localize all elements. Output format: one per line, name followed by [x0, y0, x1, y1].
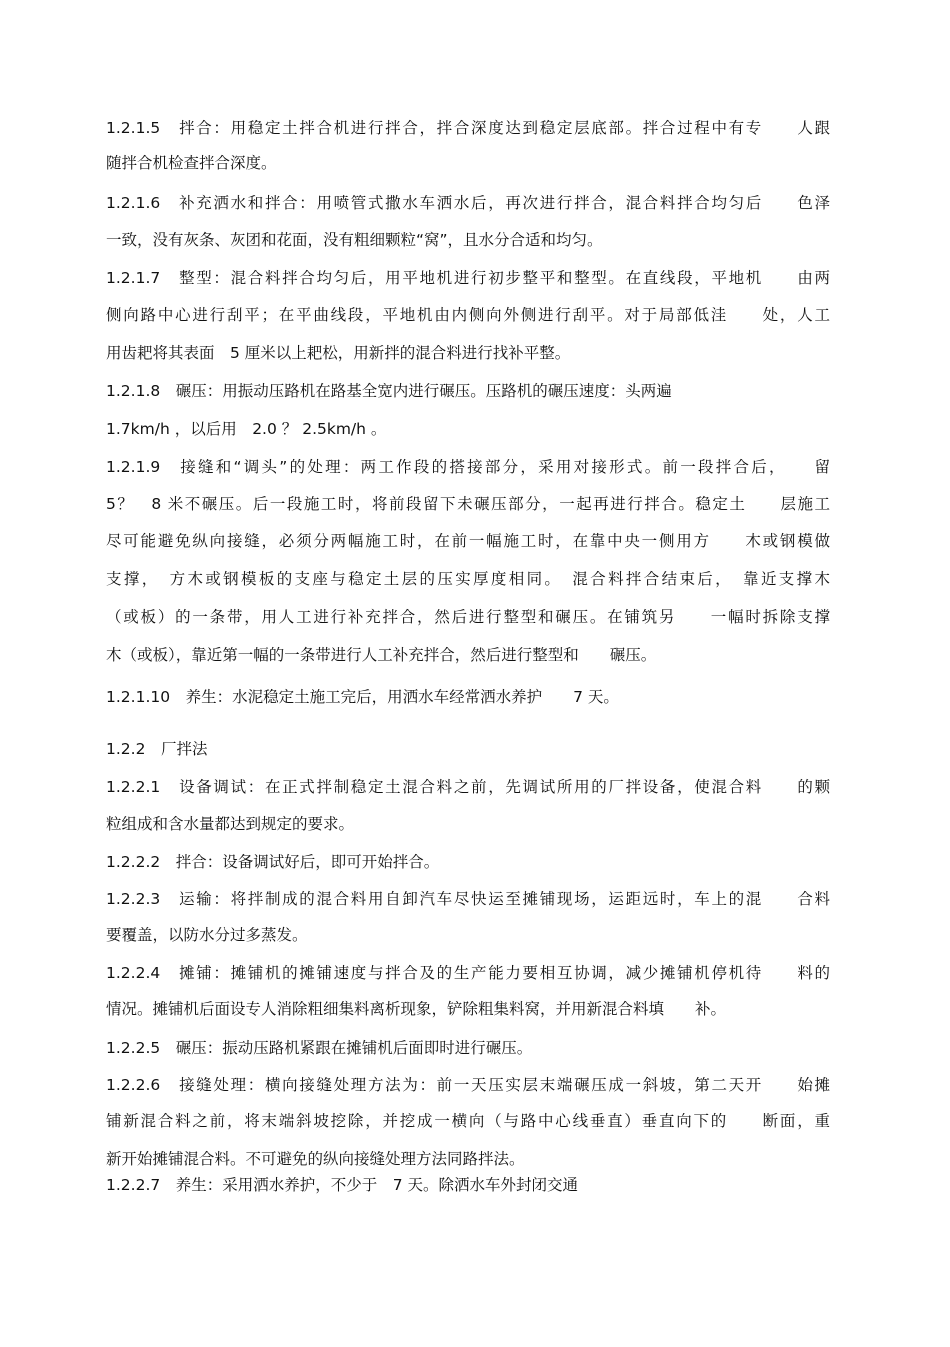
para-1219-line-2: 5？ 8 米不碾压。后一段施工时，将前段留下未碾压部分，一起再进行拌合。稳定土 层施工 — [106, 495, 830, 513]
para-1222-line-1: 1.2.2.2 拌合：设备调试好后，即可开始拌合。 — [106, 853, 440, 871]
para-1219-line-1: 1.2.1.9 接缝和“调头”的处理：两工作段的搭接部分，采用对接形式。前一段拌合后， 留 — [106, 458, 830, 476]
para-1215-line-1: 1.2.1.5 拌合：用稳定土拌合机进行拌合，拌合深度达到稳定层底部。拌合过程中有专 人跟 — [106, 119, 830, 137]
para-1224-line-2: 情况。摊铺机后面设专人消除粗细集料离析现象，铲除粗集料窝，并用新混合料填 补。 — [106, 1000, 727, 1018]
para-1219-line-5: （或板）的一条带，用人工进行补充拌合，然后进行整型和碾压。在铺筑另 一幅时拆除支撑 — [106, 608, 830, 626]
para-1223-line-2: 要覆盖，以防水分过多蒸发。 — [106, 926, 308, 944]
para-1226-line-2: 铺新混合料之前，将末端斜坡挖除，并挖成一横向（与路中心线垂直）垂直向下的 断面，重 — [106, 1112, 830, 1130]
para-1219-line-3: 尽可能避免纵向接缝，必须分两幅施工时，在前一幅施工时，在靠中央一侧用方 木或钢模做 — [106, 532, 830, 550]
para-1217-line-1: 1.2.1.7 整型：混合料拌合均匀后，用平地机进行初步整平和整型。在直线段，平地机 由两 — [106, 269, 830, 287]
para-1219-line-6: 木（或板），靠近第一幅的一条带进行人工补充拌合，然后进行整型和 碾压。 — [106, 646, 657, 664]
para-1223-line-1: 1.2.2.3 运输：将拌制成的混合料用自卸汽车尽快运至摊铺现场，运距远时，车上的混 合料 — [106, 890, 830, 908]
para-1226-line-3: 新开始摊铺混合料。不可避免的纵向接缝处理方法同路拌法。 — [106, 1150, 525, 1168]
para-12110-line-1: 1.2.1.10 养生：水泥稳定土施工完后，用洒水车经常洒水养护 7 天。 — [106, 688, 619, 706]
para-1217-line-3: 用齿耙将其表面 5 厘米以上耙松，用新拌的混合料进行找补平整。 — [106, 344, 571, 362]
para-1215-line-2: 随拌合机检查拌合深度。 — [106, 154, 277, 172]
para-1221-line-1: 1.2.2.1 设备调试：在正式拌制稳定土混合料之前，先调试所用的厂拌设备，使混合料 的颗 — [106, 778, 830, 796]
para-1227-line-1: 1.2.2.7 养生：采用洒水养护，不少于 7 天。除洒水车外封闭交通 — [106, 1176, 579, 1194]
para-1216-line-1: 1.2.1.6 补充洒水和拌合：用喷管式撒水车洒水后，再次进行拌合，混合料拌合均匀后 色泽 — [106, 194, 830, 212]
para-1219-line-4: 支撑， 方木或钢模板的支座与稳定土层的压实厚度相同。 混合料拌合结束后， 靠近支撑木 — [106, 570, 830, 588]
para-1218-line-2: 1.7km/h ，以后用 2.0 ？ 2.5km/h 。 — [106, 420, 387, 438]
para-1224-line-1: 1.2.2.4 摊铺：摊铺机的摊铺速度与拌合及的生产能力要相互协调，减少摊铺机停机待 料的 — [106, 964, 830, 982]
para-1218-line-1: 1.2.1.8 碾压：用振动压路机在路基全宽内进行碾压。压路机的碾压速度：头两遍 — [106, 382, 672, 400]
para-1225-line-1: 1.2.2.5 碾压：振动压路机紧跟在摊铺机后面即时进行碾压。 — [106, 1039, 533, 1057]
para-1226-line-1: 1.2.2.6 接缝处理：横向接缝处理方法为：前一天压实层末端碾压成一斜坡，第二天开 始摊 — [106, 1076, 830, 1094]
para-1221-line-2: 粒组成和含水量都达到规定的要求。 — [106, 815, 355, 833]
para-1217-line-2: 侧向路中心进行刮平；在平曲线段，平地机由内侧向外侧进行刮平。对于局部低洼 处，人工 — [106, 306, 830, 324]
section-heading-122: 1.2.2 厂拌法 — [106, 740, 208, 758]
para-1216-line-2: 一致，没有灰条、灰团和花面，没有粗细颗粒“窝”，且水分合适和均匀。 — [106, 231, 603, 249]
